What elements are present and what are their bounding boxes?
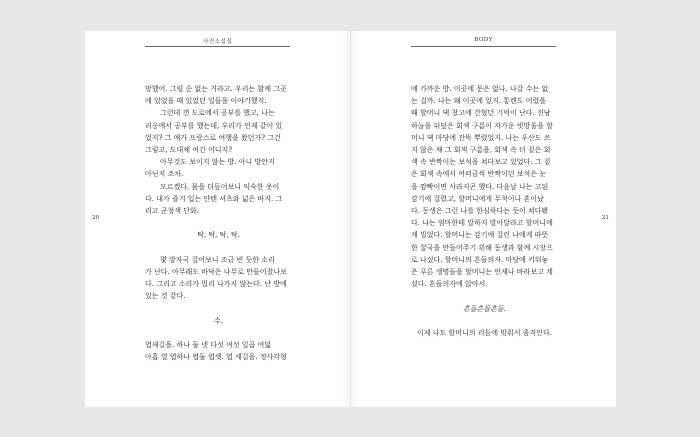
text-line: 머니 댁 마당에 잔뜩 뿌렸었지. 나는 우산도 쓰 (411, 133, 551, 142)
header-rule (411, 46, 556, 47)
text-line: 엽새길을. 하나 둘 넷 다섯 여섯 일곱 여덟 (145, 341, 271, 350)
text-line: 감기에 걸렸고, 할머니에게 무척이나 혼이났 (411, 194, 544, 203)
text-line: 모르겠다. 몸을 더듬어보니 익숙한 옷이 (160, 182, 280, 191)
book-spread (85, 31, 616, 407)
text-line: 아홉 열 엽하나 엽둘 엽셋. 엽 세길을. 정사각형 (145, 353, 287, 362)
body-text (411, 83, 558, 339)
text-line: 리옹에서 공부를 했는데, 우리가 언제 같이 있 (145, 121, 283, 130)
text-line: 로 나섰다. 할머니의 흔들의자. 마당에 키워놓 (411, 255, 549, 264)
text-line: 다. 그리고 소리가 멀리 나가지 않는다. 난 방에 (145, 280, 287, 289)
text-line: 다. 나는 엄마한테 말하지 말아달라고 할머니에 (411, 219, 553, 228)
text-line: 있는 것 같다. (145, 292, 186, 301)
page-number: 21 (601, 215, 609, 221)
text-line: 을 깜빡이면 사라지곤 했다. 다음날 나는 고된 (411, 182, 549, 191)
text-line: 그렇고, 도대체 여긴 어디지? (145, 146, 233, 155)
text-line: 한 꿀국을 만들어주기 위해 동생과 함께 시장으 (411, 243, 553, 252)
text-line: 아닌지 조차. (145, 170, 184, 179)
text-line: 셨다. 흔들의자에 앉아서. (411, 280, 488, 289)
text-line: 이제 나도 할머니의 리듬에 맞춰서 움직인다. (416, 329, 553, 338)
text-line: 다. 내가 즐겨 입는 얀텐 셔츠와 넓은 바지. 그 (145, 194, 283, 203)
text-line: 그런데 갠 도로에서 공부를 했고, 나는 (160, 109, 275, 118)
line-gap (145, 242, 292, 254)
sound-line: 탁, 탁, 탁, 탁. (197, 231, 240, 240)
sound-line: 흔들흔들흔들. (463, 304, 506, 313)
line-gap (411, 290, 558, 302)
text-line: 하늘을 뒤덮은 회색 구름이 자가운 빗방울을 할 (411, 121, 553, 130)
text-line: 다. 동생은 그런 나를 한심하다는 듯이 쳐다봤 (411, 207, 549, 216)
text-line: 은 회색 속에서 어떠금씩 반짝이던 보석은 눈 (411, 170, 547, 179)
text-line: 몇 발자국 걸어보니 조금 빈 듯한 소리 (160, 255, 275, 264)
right-page (351, 31, 616, 407)
center-line: 수. (214, 316, 223, 325)
text-line: 에 있었을 때 있었던 일들을 이야기했지. (145, 97, 267, 106)
text-line: 리고 군청색 단화. (145, 207, 200, 216)
text-line: 아무것도 보이지 않는 방. 아니 방안지 (160, 158, 275, 167)
text-line: 색 속 반짝이는 보석을 쳐다보고 있었다. 그 짙 (411, 158, 551, 167)
text-line: 지 않은 채 그 회색 구름을, 회색 속 더 짙은 회 (411, 146, 551, 155)
text-line: 은 푸른 생명들을 할머니는 언제나 바라보고 계 (411, 268, 553, 277)
line-gap (145, 217, 292, 229)
running-head: 사건소설집 (202, 39, 233, 45)
text-line: 게 빌었다. 할머니는 감기에 걸린 나에게 따뜻 (411, 231, 549, 240)
body-text (145, 83, 292, 364)
text-line: 었지? 그 애가 프랑스로 여행을 왔던가? 그건 (145, 133, 281, 142)
line-gap (145, 327, 292, 339)
text-line: 에 가까운 방. 이곳에 문은 없나. 나갈 수는 없 (411, 85, 549, 93)
text-line: 가 난다. 아무래도 바닥은 나무로 만들어졌나보 (145, 268, 287, 277)
text-line: 망했어. 그럴 순 없는 거라고. 우리는 함께 그곳 (145, 85, 287, 93)
left-page (85, 31, 350, 407)
line-gap (145, 303, 292, 315)
text-line: 때 할머니 댁 창고에 간혔던 기억이 난다. 진남 (411, 109, 551, 118)
header-rule (145, 46, 290, 47)
page-number: 20 (92, 215, 100, 221)
text-line: 는 걸까. 나는 왜 이곳에 있지. 통렌도 어렸을 (411, 97, 546, 106)
line-gap (411, 315, 558, 327)
running-head: BODY (474, 37, 493, 43)
